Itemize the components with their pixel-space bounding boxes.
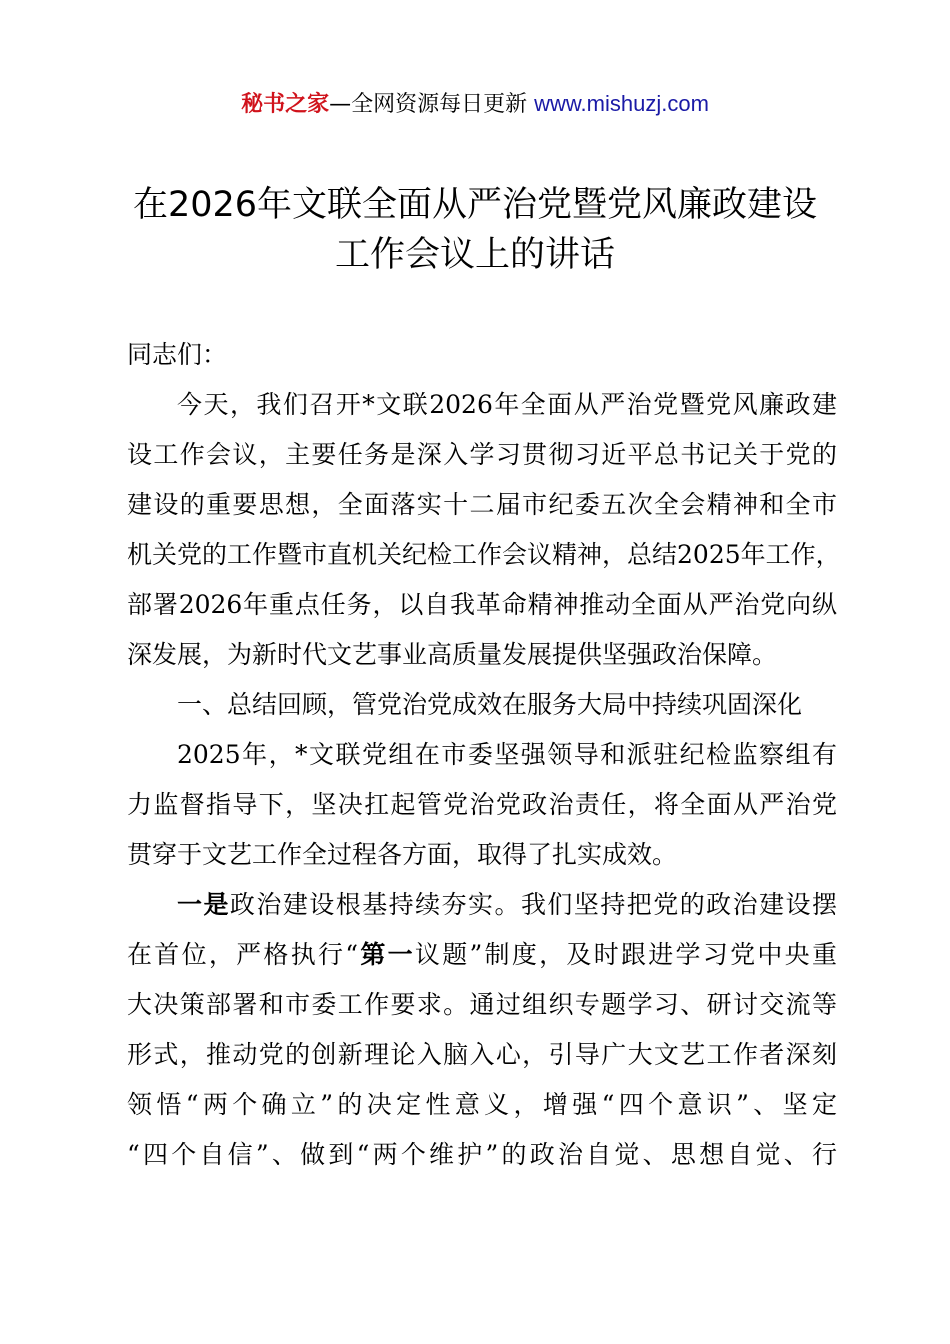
paragraph-line: 深发展，为新时代文艺事业高质量发展提供坚强政治保障。 xyxy=(127,640,778,669)
point-text: 议题”制度，及时跟进学习党中央重 xyxy=(414,940,837,969)
paragraph-line: 大决策部署和市委工作要求。通过组织专题学习、研讨交流等 xyxy=(127,990,837,1019)
document-body xyxy=(127,330,841,1180)
paragraph-line xyxy=(127,880,837,930)
paragraph-line: 机关党的工作暨市直机关纪检工作会议精神，总结2025年工作， xyxy=(127,540,841,569)
title-line-1: 在2026年文联全面从严治党暨党风廉政建设 xyxy=(132,185,818,225)
paragraph-line: 形式，推动党的创新理论入脑入心，引导广大文艺工作者深刻 xyxy=(127,1040,837,1069)
paragraph-line: 建设的重要思想，全面落实十二届市纪委五次全会精神和全市 xyxy=(127,490,837,519)
paragraph-line xyxy=(127,930,837,980)
paragraph-line: 今天，我们召开*文联2026年全面从严治党暨党风廉政建 xyxy=(177,390,837,419)
bold-term: 第一 xyxy=(358,940,415,969)
point-lead: 一是 xyxy=(177,890,230,919)
paragraph-line: “四个自信”、做到“两个维护”的政治自觉、思想自觉、行 xyxy=(127,1140,837,1169)
site-url-link[interactable]: www.mishuzj.com xyxy=(534,91,709,116)
salutation: 同志们： xyxy=(127,340,228,369)
point-text: 在首位，严格执行“ xyxy=(127,940,359,969)
paragraph-line: 设工作会议，主要任务是深入学习贯彻习近平总书记关于党的 xyxy=(127,440,837,469)
header-tagline: —全网资源每日更新 xyxy=(329,92,528,117)
title-line-2: 工作会议上的讲话 xyxy=(334,235,615,275)
section1-paragraph xyxy=(127,730,837,880)
point-text: 政治建设根基持续夯实。我们坚持把党的政治建设摆 xyxy=(229,890,837,919)
paragraph-line: 力监督指导下，坚决扛起管党治党政治责任，将全面从严治党 xyxy=(127,790,837,819)
section-heading: 一、总结回顾，管党治党成效在服务大局中持续巩固深化 xyxy=(177,690,803,719)
document-title xyxy=(80,180,870,280)
paragraph-line: 贯穿于文艺工作全过程各方面，取得了扎实成效。 xyxy=(127,840,678,869)
paragraph-line: 2025年，*文联党组在市委坚强领导和派驻纪检监察组有 xyxy=(177,740,837,769)
brand-name: 秘书之家 xyxy=(241,92,330,117)
intro-paragraph xyxy=(127,380,841,680)
site-header xyxy=(0,86,950,123)
paragraph-line: 领悟“两个确立”的决定性意义，增强“四个意识”、坚定 xyxy=(127,1090,838,1119)
paragraph-line: 部署2026年重点任务，以自我革命精神推动全面从严治党向纵 xyxy=(127,590,837,619)
point1-paragraph xyxy=(127,880,837,1180)
